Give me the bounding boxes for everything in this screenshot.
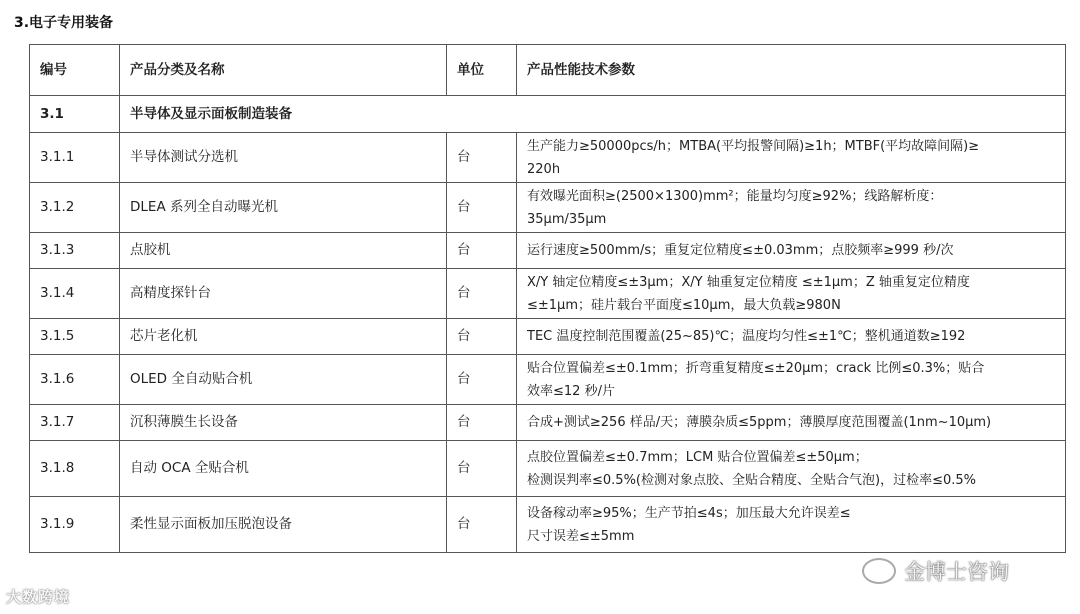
item-id: 3.1.2 — [30, 183, 120, 233]
watermark-right-text: 金博士咨询 — [904, 560, 1009, 584]
item-id: 3.1.7 — [30, 405, 120, 441]
param-line: 220h — [527, 161, 561, 177]
item-params — [517, 183, 1066, 233]
param-line: 有效曝光面积≥(2500×1300)mm²；能量均匀度≥92%；线路解析度： — [527, 188, 943, 204]
param-line: 点胶位置偏差≤±0.7mm；LCM 贴合位置偏差≤±50μm； — [527, 449, 868, 465]
param-line: 检测误判率≤0.5%(检测对象点胶、全贴合精度、全贴合气泡)，过检率≤0.5% — [527, 472, 976, 488]
table-header-row — [30, 45, 1066, 96]
table-row — [30, 269, 1066, 319]
item-id: 3.1.5 — [30, 319, 120, 355]
item-name: 柔性显示面板加压脱泡设备 — [120, 497, 447, 553]
table-row — [30, 133, 1066, 183]
item-params — [517, 319, 1066, 355]
section-row — [30, 96, 1066, 133]
item-id: 3.1.4 — [30, 269, 120, 319]
watermark-right — [862, 556, 1009, 586]
item-id: 3.1.8 — [30, 441, 120, 497]
item-params — [517, 497, 1066, 553]
item-id: 3.1.1 — [30, 133, 120, 183]
item-unit: 台 — [447, 233, 517, 269]
section-heading: 3.电子专用装备 — [14, 15, 114, 31]
item-name: 自动 OCA 全贴合机 — [120, 441, 447, 497]
header-unit: 单位 — [447, 45, 517, 96]
item-params — [517, 355, 1066, 405]
item-name: 芯片老化机 — [120, 319, 447, 355]
item-params — [517, 441, 1066, 497]
param-line: 贴合位置偏差≤±0.1mm；折弯重复精度≤±20μm；crack 比例≤0.3%；贴合 — [527, 360, 985, 376]
item-unit: 台 — [447, 405, 517, 441]
param-line: 设备稼动率≥95%；生产节拍≤4s；加压最大允许误差≤ — [527, 505, 851, 521]
item-name: OLED 全自动贴合机 — [120, 355, 447, 405]
item-name: 半导体测试分选机 — [120, 133, 447, 183]
equipment-spec-table — [29, 44, 1066, 553]
param-line: 尺寸误差≤±5mm — [527, 528, 635, 544]
item-id: 3.1.9 — [30, 497, 120, 553]
item-params — [517, 233, 1066, 269]
item-unit: 台 — [447, 355, 517, 405]
item-unit: 台 — [447, 269, 517, 319]
section-name: 半导体及显示面板制造装备 — [120, 96, 1066, 133]
table-row — [30, 183, 1066, 233]
table-row — [30, 319, 1066, 355]
item-id: 3.1.3 — [30, 233, 120, 269]
item-params — [517, 269, 1066, 319]
item-id: 3.1.6 — [30, 355, 120, 405]
param-line: ≤±1μm；硅片载台平面度≤10μm，最大负载≥980N — [527, 297, 841, 313]
header-name: 产品分类及名称 — [120, 45, 447, 96]
header-id: 编号 — [30, 45, 120, 96]
table-row — [30, 355, 1066, 405]
section-id: 3.1 — [30, 96, 120, 133]
item-unit: 台 — [447, 183, 517, 233]
watermark-left: 大数跨境 — [6, 588, 71, 606]
item-params — [517, 405, 1066, 441]
param-line: 效率≤12 秒/片 — [527, 383, 615, 399]
header-params: 产品性能技术参数 — [517, 45, 1066, 96]
table-row — [30, 497, 1066, 553]
item-name: DLEA 系列全自动曝光机 — [120, 183, 447, 233]
table-row — [30, 441, 1066, 497]
param-line: 合成+测试≥256 样品/天；薄膜杂质≤5ppm；薄膜厚度范围覆盖(1nm~10μm) — [527, 415, 992, 430]
param-line: X/Y 轴定位精度≤±3μm；X/Y 轴重复定位精度 ≤±1μm；Z 轴重复定位精度 — [527, 274, 970, 290]
param-line: 运行速度≥500mm/s；重复定位精度≤±0.03mm；点胶频率≥999 秒/次 — [527, 243, 954, 258]
item-unit: 台 — [447, 497, 517, 553]
item-name: 沉积薄膜生长设备 — [120, 405, 447, 441]
item-unit: 台 — [447, 319, 517, 355]
item-name: 点胶机 — [120, 233, 447, 269]
param-line: 35μm/35μm — [527, 211, 607, 227]
item-params — [517, 133, 1066, 183]
table-row — [30, 233, 1066, 269]
item-unit: 台 — [447, 441, 517, 497]
item-unit: 台 — [447, 133, 517, 183]
wechat-logo-icon — [862, 558, 896, 584]
param-line: TEC 温度控制范围覆盖(25~85)℃；温度均匀性≤±1℃；整机通道数≥192 — [527, 329, 966, 344]
param-line: 生产能力≥50000pcs/h；MTBA(平均报警间隔)≥1h；MTBF(平均故障间隔)≥ — [527, 138, 980, 154]
item-name: 高精度探针台 — [120, 269, 447, 319]
table-row — [30, 405, 1066, 441]
